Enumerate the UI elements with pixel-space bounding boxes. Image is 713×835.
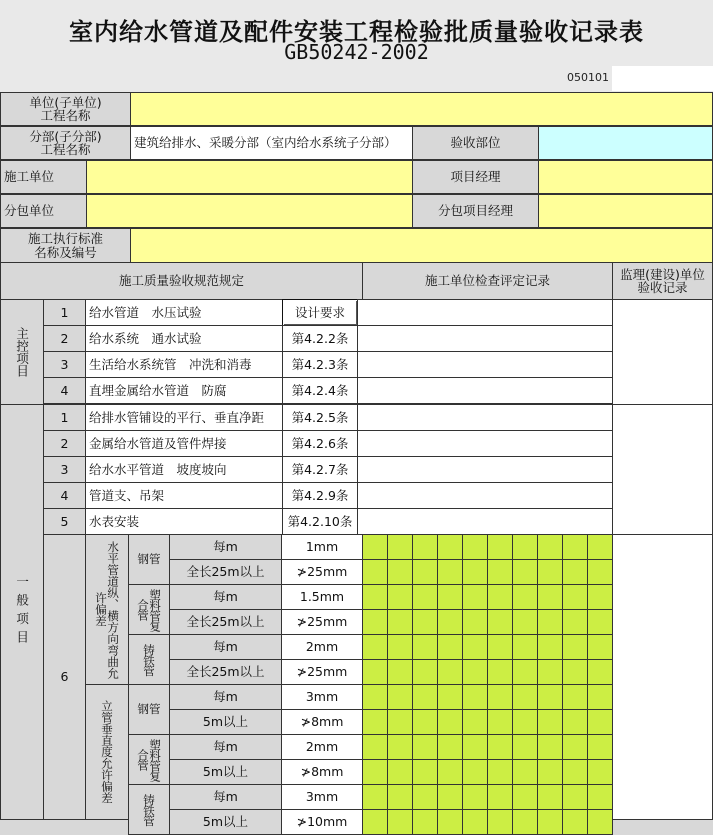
measurement-cell[interactable] (562, 584, 588, 610)
measurement-cell[interactable] (587, 759, 613, 785)
main-item-name: 给水系统 通水试验 (85, 325, 283, 352)
deviation-condition: 每m (169, 734, 282, 760)
measurement-cell[interactable] (462, 634, 488, 660)
measurement-cell[interactable] (362, 784, 388, 810)
deviation-condition: 全长25m以上 (169, 609, 282, 635)
design-requirement-button[interactable]: 设计要求 (282, 299, 358, 326)
measurement-cell[interactable] (562, 659, 588, 685)
general-item-name: 给水水平管道 坡度坡向 (85, 456, 283, 483)
measurement-cell[interactable] (412, 709, 438, 735)
general-item-number: 1 (43, 404, 86, 431)
measurement-cell[interactable] (487, 609, 513, 635)
measurement-cell[interactable] (587, 609, 613, 635)
measurement-cell[interactable] (412, 809, 438, 835)
measurement-cell[interactable] (362, 609, 388, 635)
measurement-cell[interactable] (387, 684, 413, 710)
measurement-cell[interactable] (537, 659, 563, 685)
general-item-number: 3 (43, 456, 86, 483)
measurement-cell[interactable] (487, 759, 513, 785)
measurement-cell[interactable] (387, 659, 413, 685)
measurement-cell[interactable] (362, 734, 388, 760)
measurement-cell[interactable] (512, 634, 538, 660)
measurement-cell[interactable] (537, 759, 563, 785)
general-supervision-cell[interactable] (612, 404, 713, 535)
measurement-cell[interactable] (387, 609, 413, 635)
measurement-cell[interactable] (537, 584, 563, 610)
measurement-cell[interactable] (537, 609, 563, 635)
deviation-condition: 5m以上 (169, 809, 282, 835)
main-item-number: 2 (43, 325, 86, 352)
main-item-name: 直埋金属给水管道 防腐 (85, 377, 283, 404)
measurement-cell[interactable] (537, 684, 563, 710)
subunit-name-label: 分部(子分部) 工程名称 (0, 126, 131, 160)
main-item-record-cell[interactable] (357, 325, 613, 352)
general-item-record-cell[interactable] (357, 482, 613, 509)
form-title: 室内给水管道及配件安装工程检验批质量验收记录表 (69, 18, 644, 46)
measurement-cell[interactable] (487, 659, 513, 685)
measurement-cell[interactable] (562, 559, 588, 585)
measurement-cell[interactable] (437, 659, 463, 685)
main-item-record-cell[interactable] (357, 299, 613, 326)
measurement-cell[interactable] (462, 684, 488, 710)
steel-pipe-label: 钢管 (128, 534, 170, 585)
form-code: 050101 (567, 71, 609, 84)
main-item-number: 3 (43, 351, 86, 378)
sub-manager-label: 分包项目经理 (412, 194, 539, 228)
measurement-cell[interactable] (362, 534, 388, 560)
measurement-cell[interactable] (412, 584, 438, 610)
measurement-cell[interactable] (512, 659, 538, 685)
deviation-tolerance: 1.5mm (281, 584, 363, 610)
measurement-cell[interactable] (437, 784, 463, 810)
deviation-condition: 全长25m以上 (169, 559, 282, 585)
main-item-clause: 第4.2.3条 (282, 351, 358, 378)
measurement-cell[interactable] (462, 734, 488, 760)
measurement-cell[interactable] (387, 734, 413, 760)
main-item-clause: 第4.2.4条 (282, 377, 358, 404)
measurement-cell[interactable] (512, 684, 538, 710)
measurement-cell[interactable] (387, 709, 413, 735)
measurement-cell[interactable] (512, 534, 538, 560)
sub-unit-cell[interactable] (86, 194, 413, 228)
measurement-cell[interactable] (462, 809, 488, 835)
measurement-cell[interactable] (462, 759, 488, 785)
deviation-tolerance: 3mm (281, 784, 363, 810)
main-item-number: 4 (43, 377, 86, 404)
deviation-tolerance: 3mm (281, 684, 363, 710)
measurement-cell[interactable] (362, 584, 388, 610)
supervision-header: 监理(建设)单位 验收记录 (612, 262, 713, 300)
main-item-record-cell[interactable] (357, 351, 613, 378)
deviation-tolerance: ≯8mm (281, 709, 363, 735)
measurement-cell[interactable] (412, 784, 438, 810)
deviation-tolerance: ≯25mm (281, 609, 363, 635)
general-item-record-cell[interactable] (357, 430, 613, 457)
measurement-cell[interactable] (362, 559, 388, 585)
measurement-cell[interactable] (537, 784, 563, 810)
main-control-group-label: 主控项目 (0, 299, 44, 405)
cast-iron-pipe-label: 铸铁管 (128, 634, 170, 685)
measurement-cell[interactable] (437, 759, 463, 785)
measurement-cell[interactable] (437, 534, 463, 560)
measurement-cell[interactable] (437, 609, 463, 635)
measurement-cell[interactable] (562, 684, 588, 710)
measurement-cell[interactable] (362, 759, 388, 785)
standard-cell[interactable] (130, 228, 713, 263)
general-item-record-cell[interactable] (357, 508, 613, 535)
measurement-cell[interactable] (537, 559, 563, 585)
acceptance-part-label: 验收部位 (412, 126, 539, 160)
measurement-cell[interactable] (487, 684, 513, 710)
measurement-cell[interactable] (387, 809, 413, 835)
measurement-cell[interactable] (587, 534, 613, 560)
measurement-cell[interactable] (437, 709, 463, 735)
measurement-cell[interactable] (512, 759, 538, 785)
general-item-record-cell[interactable] (357, 456, 613, 483)
measurement-cell[interactable] (437, 684, 463, 710)
measurement-cell[interactable] (587, 559, 613, 585)
measurement-cell[interactable] (437, 584, 463, 610)
deviation-condition: 每m (169, 584, 282, 610)
general-item-name: 给排水管铺设的平行、垂直净距 (85, 404, 283, 431)
general-item-name: 管道支、吊架 (85, 482, 283, 509)
project-manager-label: 项目经理 (412, 160, 539, 194)
cast-iron-pipe-label: 铸铁管 (128, 784, 170, 835)
measurement-cell[interactable] (387, 759, 413, 785)
measurement-cell[interactable] (437, 734, 463, 760)
measurement-cell[interactable] (587, 634, 613, 660)
measurement-cell[interactable] (387, 584, 413, 610)
measurement-cell[interactable] (562, 534, 588, 560)
sub-manager-cell[interactable] (538, 194, 713, 228)
measurement-cell[interactable] (562, 734, 588, 760)
measurement-cell[interactable] (587, 659, 613, 685)
deviation-condition: 每m (169, 634, 282, 660)
main-item-record-cell[interactable] (357, 377, 613, 404)
deviation-tolerance: ≯8mm (281, 759, 363, 785)
measurement-cell[interactable] (587, 709, 613, 735)
measurement-cell[interactable] (562, 634, 588, 660)
measurement-cell[interactable] (512, 784, 538, 810)
deviation-tolerance: ≯25mm (281, 659, 363, 685)
measurement-cell[interactable] (537, 734, 563, 760)
measurement-cell[interactable] (437, 809, 463, 835)
unit-name-cell[interactable] (130, 92, 713, 126)
measurement-cell[interactable] (362, 684, 388, 710)
measurement-cell[interactable] (587, 734, 613, 760)
measurement-cell[interactable] (362, 634, 388, 660)
measurement-cell[interactable] (512, 559, 538, 585)
measurement-cell[interactable] (412, 659, 438, 685)
measurement-cell[interactable] (487, 784, 513, 810)
plastic-pipe-label: 塑料管复合管 (128, 584, 170, 635)
record-header: 施工单位检查评定记录 (362, 262, 613, 300)
plastic-pipe-label: 塑料管复合管 (128, 734, 170, 785)
general-item-name: 金属给水管道及管件焊接 (85, 430, 283, 457)
measurement-cell[interactable] (487, 584, 513, 610)
standard-code: GB50242-2002 (284, 40, 429, 64)
measurement-cell[interactable] (462, 659, 488, 685)
general-item-clause: 第4.2.6条 (282, 430, 358, 457)
deviation-condition: 每m (169, 784, 282, 810)
deviation-condition: 每m (169, 534, 282, 560)
item6-number: 6 (43, 534, 86, 820)
spec-header: 施工质量验收规范规定 (0, 262, 363, 300)
project-manager-cell[interactable] (538, 160, 713, 194)
general-item-record-cell[interactable] (357, 404, 613, 431)
measurement-cell[interactable] (587, 809, 613, 835)
deviation-tolerance: ≯25mm (281, 559, 363, 585)
code-input-cell[interactable] (612, 66, 713, 91)
main-item-name: 生活给水系统管 冲洗和消毒 (85, 351, 283, 378)
measurement-cell[interactable] (412, 734, 438, 760)
measurement-cell[interactable] (462, 559, 488, 585)
measurement-cell[interactable] (587, 584, 613, 610)
general-item-number: 4 (43, 482, 86, 509)
measurement-cell[interactable] (437, 559, 463, 585)
measurement-cell[interactable] (487, 809, 513, 835)
measurement-cell[interactable] (362, 659, 388, 685)
deviation-tolerance: 2mm (281, 734, 363, 760)
measurement-cell[interactable] (387, 634, 413, 660)
measurement-cell[interactable] (387, 534, 413, 560)
horizontal-deviation-label: 水平管道纵、横方向弯曲允许偏差 (85, 534, 129, 685)
vertical-deviation-label: 立管垂直度允许偏差 (85, 684, 129, 820)
measurement-cell[interactable] (462, 784, 488, 810)
measurement-cell[interactable] (387, 784, 413, 810)
main-item-clause: 第4.2.2条 (282, 325, 358, 352)
general-group-label: 一般项目 (0, 404, 44, 820)
deviation-tolerance: 2mm (281, 634, 363, 660)
measurement-cell[interactable] (362, 809, 388, 835)
main-supervision-cell[interactable] (612, 299, 713, 405)
measurement-cell[interactable] (487, 734, 513, 760)
unit-name-label: 单位(子单位) 工程名称 (0, 92, 131, 126)
measurement-cell[interactable] (512, 584, 538, 610)
measurement-cell[interactable] (437, 634, 463, 660)
measurement-cell[interactable] (412, 634, 438, 660)
measurement-cell[interactable] (487, 634, 513, 660)
acceptance-part-cell[interactable] (538, 126, 713, 160)
measurement-cell[interactable] (362, 709, 388, 735)
general-item-clause: 第4.2.7条 (282, 456, 358, 483)
measurement-cell[interactable] (587, 684, 613, 710)
construction-unit-cell[interactable] (86, 160, 413, 194)
measurement-cell[interactable] (487, 559, 513, 585)
general-item-number: 2 (43, 430, 86, 457)
measurement-cell[interactable] (387, 559, 413, 585)
measurement-cell[interactable] (462, 534, 488, 560)
measurement-cell[interactable] (512, 734, 538, 760)
measurement-cell[interactable] (462, 709, 488, 735)
measurement-cell[interactable] (412, 759, 438, 785)
deviation-condition: 5m以上 (169, 709, 282, 735)
general-item-clause: 第4.2.5条 (282, 404, 358, 431)
sub-unit-label: 分包单位 (0, 194, 87, 228)
measurement-cell[interactable] (412, 534, 438, 560)
measurement-cell[interactable] (562, 709, 588, 735)
deviation-condition: 5m以上 (169, 759, 282, 785)
measurement-cell[interactable] (587, 784, 613, 810)
construction-unit-label: 施工单位 (0, 160, 87, 194)
subunit-name-value[interactable]: 建筑给排水、采暖分部（室内给水系统子分部） (130, 126, 413, 160)
general-item-clause: 第4.2.10条 (282, 508, 358, 535)
measurement-cell[interactable] (537, 634, 563, 660)
deviation-tolerance: ≯10mm (281, 809, 363, 835)
measurement-cell[interactable] (537, 709, 563, 735)
general-item-name: 水表安装 (85, 508, 283, 535)
general-item-clause: 第4.2.9条 (282, 482, 358, 509)
deviation-tolerance: 1mm (281, 534, 363, 560)
item6-supervision-cell[interactable] (612, 534, 713, 820)
measurement-cell[interactable] (412, 559, 438, 585)
main-item-name: 给水管道 水压试验 (85, 299, 283, 326)
measurement-cell[interactable] (537, 534, 563, 560)
measurement-cell[interactable] (562, 609, 588, 635)
measurement-cell[interactable] (562, 809, 588, 835)
measurement-cell[interactable] (537, 809, 563, 835)
measurement-cell[interactable] (512, 809, 538, 835)
measurement-cell[interactable] (462, 609, 488, 635)
deviation-condition: 每m (169, 684, 282, 710)
measurement-cell[interactable] (412, 684, 438, 710)
deviation-condition: 全长25m以上 (169, 659, 282, 685)
title-band (0, 0, 713, 93)
standard-label: 施工执行标准 名称及编号 (0, 228, 131, 263)
measurement-cell[interactable] (487, 709, 513, 735)
main-item-number: 1 (43, 299, 86, 326)
measurement-cell[interactable] (562, 759, 588, 785)
steel-pipe-label: 钢管 (128, 684, 170, 735)
measurement-cell[interactable] (487, 534, 513, 560)
general-item-number: 5 (43, 508, 86, 535)
measurement-cell[interactable] (462, 584, 488, 610)
measurement-cell[interactable] (412, 609, 438, 635)
measurement-cell[interactable] (562, 784, 588, 810)
measurement-cell[interactable] (512, 709, 538, 735)
measurement-cell[interactable] (512, 609, 538, 635)
